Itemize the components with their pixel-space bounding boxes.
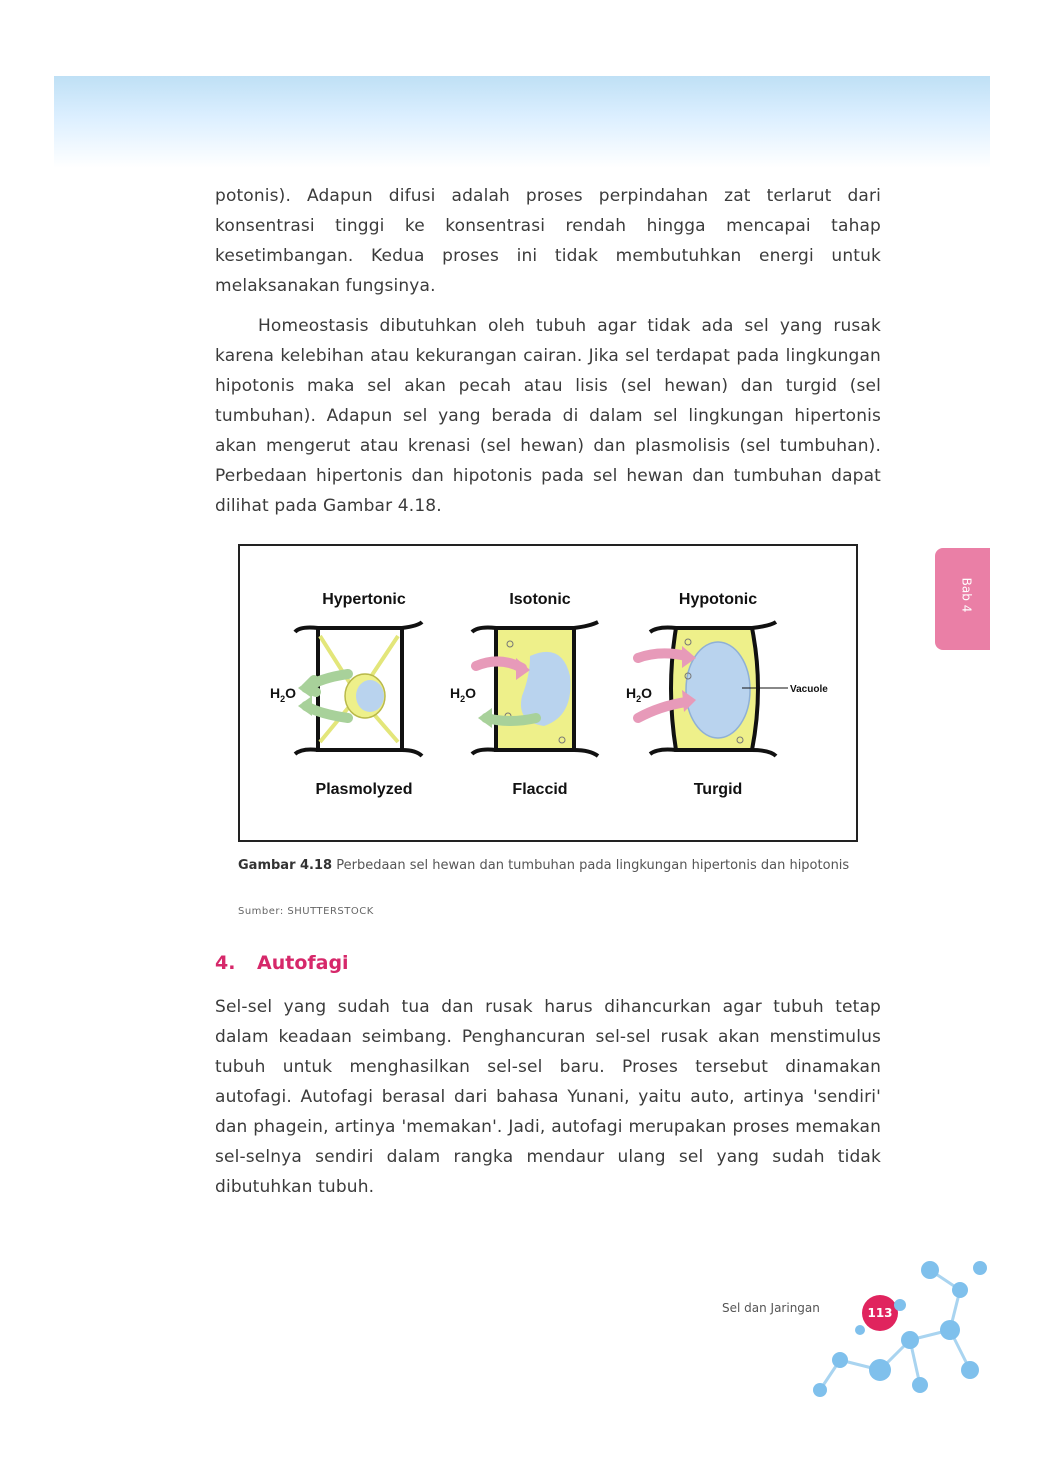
label-hypotonic: Hypotonic — [678, 591, 758, 608]
figure-osmosis-plant-cells — [238, 544, 858, 842]
figure-caption — [238, 855, 858, 876]
section-title: Autofagi — [257, 952, 349, 974]
label-vacuole: Vacuole — [790, 684, 828, 695]
plasmolyzed-cell — [270, 622, 422, 756]
paragraph-homeostasis: Homeostasis dibutuhkan oleh tubuh agar tidak ada sel yang rusak karena kelebihan atau kekurangan cairan. Jika sel terdapat pada lingkungan hipotonis maka sel akan pecah atau lisis (sel hewan) dan turgid (sel tumbuhan). Adapun sel yang berada di dalam sel lingkungan hipertonis akan mengerut atau krenasi (sel hewan) dan plasmolisis (sel tumbuhan). Perbedaan hipertonis dan hipotonis pada sel hewan dan tumbuhan dapat dilihat pada Gambar 4.18. — [215, 316, 881, 516]
chapter-tab-label: Bab 4 — [959, 577, 974, 613]
footer-book-title: Sel dan Jaringan — [722, 1301, 820, 1315]
h2o-label-1: $H_2O$ — [270, 685, 297, 704]
figure-illustration — [240, 546, 856, 840]
label-turgid: Turgid — [693, 781, 743, 798]
page-number: 113 — [862, 1295, 898, 1331]
section-heading — [215, 952, 349, 974]
chapter-tab — [935, 548, 990, 650]
label-flaccid: Flaccid — [512, 781, 568, 798]
section-number: 4. — [215, 952, 236, 974]
label-hypertonic: Hypertonic — [322, 591, 406, 608]
label-plasmolyzed: Plasmolyzed — [315, 781, 413, 798]
header-band — [54, 76, 990, 168]
flaccid-cell — [450, 622, 598, 756]
h2o-label-2: $H_2O$ — [450, 685, 477, 704]
label-isotonic: Isotonic — [509, 591, 571, 608]
figure-source: Sumber: SHUTTERSTOCK — [238, 906, 374, 917]
h2o-label-3: $H_2O$ — [626, 685, 653, 704]
caption-label: Gambar 4.18 — [238, 858, 333, 873]
paragraph-autofagi: Sel-sel yang sudah tua dan rusak harus dihancurkan agar tubuh tetap dalam keadaan seimbang. Penghancuran sel-sel rusak akan menstimulus tubuh untuk menghasilkan sel-sel baru. Proses tersebut dinamakan autofagi. Autofagi berasal dari bahasa Yunani, yaitu auto, artinya 'sendiri' dan phagein, artinya 'memakan'. Jadi, autofagi merupakan proses memakan sel-selnya sendiri dalam rangka mendaur ulang sel yang sudah tidak dibutuhkan tubuh. — [215, 997, 881, 1197]
paragraph-diffusion: potonis). Adapun difusi adalah proses perpindahan zat terlarut dari konsentrasi tinggi ke konsentrasi rendah hingga mencapai tahap kesetimbangan. Kedua proses ini tidak membutuhkan energi untuk melaksanakan fungsinya. — [215, 186, 881, 296]
caption-text: Perbedaan sel hewan dan tumbuhan pada lingkungan hipertonis dan hipotonis — [332, 858, 850, 873]
molecule-decoration — [800, 1250, 992, 1410]
turgid-cell — [626, 622, 828, 756]
